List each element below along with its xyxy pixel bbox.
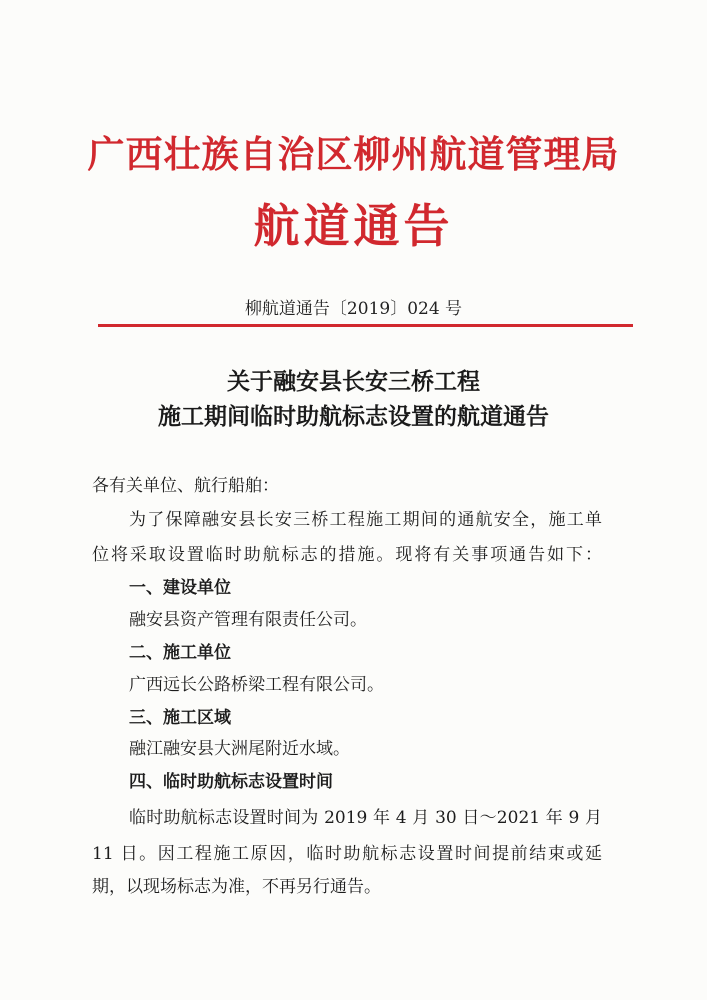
marker-period-line-3: 期，以现场标志为准，不再另行通告。 — [92, 877, 381, 897]
work-area-content: 融江融安县大洲尾附近水域。 — [129, 739, 350, 759]
notice-title-line-2: 施工期间临时助航标志设置的航道通告 — [158, 403, 549, 430]
marker-period-line-2: 11 日。因工程施工原因，临时助航标志设置时间提前结束或延 — [92, 844, 602, 864]
section-heading-contractor: 二、施工单位 — [129, 643, 231, 663]
document-number: 柳航道通告〔2019〕024 号 — [244, 299, 463, 319]
notice-title-line-1: 关于融安县长安三桥工程 — [227, 368, 480, 395]
construction-unit-content: 融安县资产管理有限责任公司。 — [129, 610, 367, 630]
intro-paragraph-line-1: 为了保障融安县长安三桥工程施工期间的通航安全，施工单 — [129, 510, 602, 530]
salutation: 各有关单位、航行船舶： — [92, 476, 279, 496]
intro-paragraph-line-2: 位将采取设置临时助航标志的措施。现将有关事项通告如下： — [92, 545, 602, 565]
red-divider-line — [98, 324, 633, 327]
contractor-content: 广西远长公路桥梁工程有限公司。 — [129, 675, 384, 695]
notice-type-title: 航道通告 — [253, 199, 454, 253]
issuing-organization: 广西壮族自治区柳州航道管理局 — [87, 132, 620, 176]
section-heading-marker-period: 四、临时助航标志设置时间 — [129, 772, 333, 792]
marker-period-line-1: 临时助航标志设置时间为 2019 年 4 月 30 日～2021 年 9 月 — [129, 808, 602, 828]
section-heading-construction-unit: 一、建设单位 — [129, 578, 231, 598]
section-heading-work-area: 三、施工区域 — [129, 708, 231, 728]
